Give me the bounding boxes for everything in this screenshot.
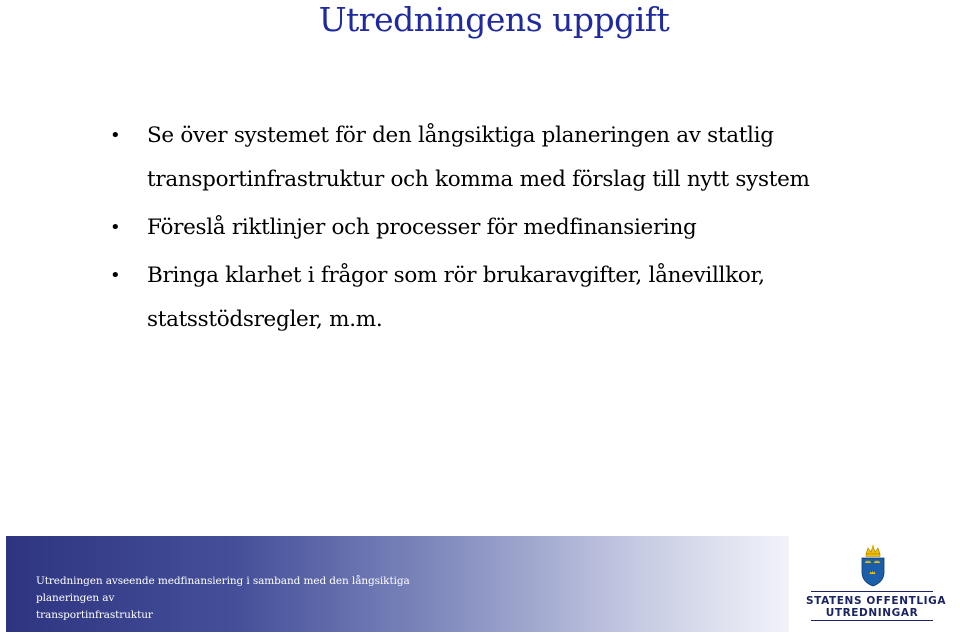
bullet-item — [110, 206, 810, 250]
bullet-text: transportinfrastruktur och komma med förslag till nytt system — [147, 167, 810, 192]
bullet-text: Se över systemet för den långsiktiga planeringen av statlig — [147, 123, 774, 148]
sou-logo — [806, 545, 947, 625]
bullet-list — [110, 114, 810, 342]
footer-text — [36, 573, 436, 624]
bullet-dot-icon: • — [110, 217, 121, 238]
bullet-dot-icon: • — [110, 125, 121, 146]
swedish-coat-of-arms-icon — [858, 545, 888, 587]
bullet-dot-icon: • — [110, 265, 121, 286]
bullet-item — [110, 254, 810, 342]
logo-rule — [811, 591, 933, 592]
logo-rule — [811, 620, 933, 621]
bullet-text: Bringa klarhet i frågor som rör brukaravgifter, lånevillkor, — [147, 263, 765, 288]
footer-line: Utredningen avseende medfinansiering i samband med den långsiktiga planeringen av — [36, 575, 410, 604]
bullet-text: statsstödsregler, m.m. — [147, 307, 383, 332]
bullet-item — [110, 114, 810, 202]
bullet-text: Föreslå riktlinjer och processer för medfinansiering — [147, 215, 697, 240]
slide-title: Utredningens uppgift — [318, 0, 670, 39]
logo-text-line: UTREDNINGAR — [825, 607, 919, 619]
footer-line: transportinfrastruktur — [36, 609, 153, 621]
logo-text-line: STATENS OFFENTLIGA — [806, 595, 947, 607]
